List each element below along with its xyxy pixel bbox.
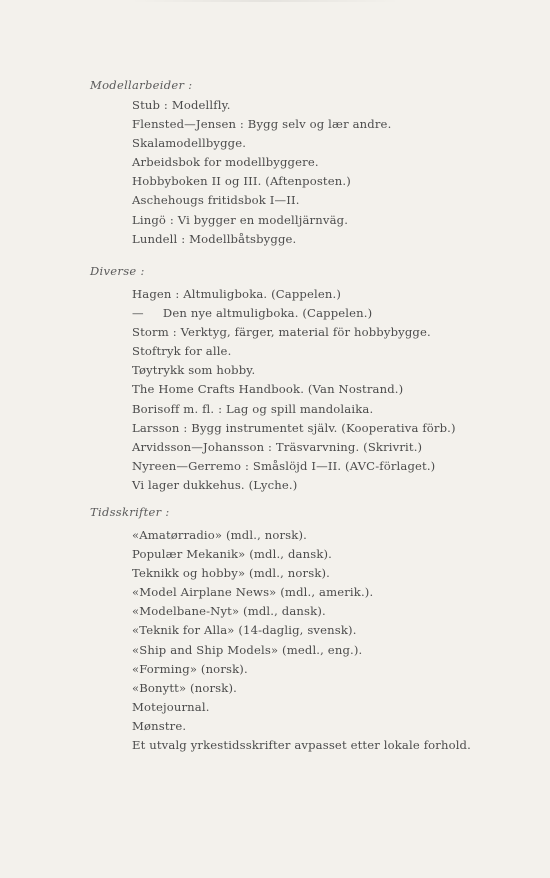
list-item: Hagen : Altmuligboka. (Cappelen.) <box>132 287 342 301</box>
entry-list <box>132 96 391 249</box>
list-item: Hobbyboken II og III. (Aftenposten.) <box>132 174 351 189</box>
list-item: «Amatørradio» (mdl., norsk). <box>132 528 307 542</box>
entry-list <box>132 526 471 755</box>
list-item: Motejournal. <box>132 699 210 714</box>
list-item: The Home Crafts Handbook. (Van Nostrand.) <box>132 382 404 397</box>
list-item: Arvidsson—Johansson : Träsvarvning. (Skrivrit.) <box>132 439 423 454</box>
section-heading: Tidsskrifter : <box>90 505 170 519</box>
list-item: «Forming» (norsk). <box>132 661 248 676</box>
section-heading: Modellarbeider : <box>90 78 193 92</box>
list-item: Teknikk og hobby» (mdl., norsk). <box>132 566 331 581</box>
list-item: Et utvalg yrkestidsskrifter avpasset etter lokale forhold. <box>132 738 471 753</box>
page-edge-shadow <box>130 0 400 2</box>
list-item: Stoftryk for alle. <box>132 344 232 359</box>
list-item: Aschehougs fritidsbok I—II. <box>132 193 300 208</box>
section-heading: Diverse : <box>90 264 145 278</box>
list-item: Tøytrykk som hobby. <box>132 363 256 378</box>
list-item: — Den nye altmuligboka. (Cappelen.) <box>132 306 373 321</box>
entry-list <box>132 285 456 495</box>
list-item: Storm : Verktyg, färger, material för hobbybygge. <box>132 325 431 340</box>
list-item: «Model Airplane News» (mdl., amerik.). <box>132 585 374 600</box>
list-item: Flensted—Jensen : Bygg selv og lær andre. <box>132 117 392 132</box>
list-item: «Bonytt» (norsk). <box>132 680 237 695</box>
list-item: Mønstre. <box>132 718 187 733</box>
list-item: Borisoff m. fl. : Lag og spill mandolaika. <box>132 401 374 416</box>
list-item: «Teknik for Alla» (14-daglig, svensk). <box>132 623 357 638</box>
list-item: Larsson : Bygg instrumentet själv. (Kooperativa förb.) <box>132 420 456 435</box>
list-item: Nyreen—Gerremo : Småslöjd I—II. (AVC-förlaget.) <box>132 458 436 473</box>
list-item: Vi lager dukkehus. (Lyche.) <box>132 477 298 492</box>
list-item: Populær Mekanik» (mdl., dansk). <box>132 547 333 562</box>
list-item: Lundell : Modellbåtsbygge. <box>132 231 297 246</box>
list-item: Lingö : Vi bygger en modelljärnväg. <box>132 212 349 227</box>
list-item: Arbeidsbok for modellbyggere. <box>132 155 319 170</box>
list-item: «Ship and Ship Models» (medl., eng.). <box>132 642 363 657</box>
list-item: Stub : Modellfly. <box>132 98 231 112</box>
list-item: «Modelbane-Nyt» (mdl., dansk). <box>132 604 326 619</box>
list-item: Skalamodellbygge. <box>132 136 247 151</box>
